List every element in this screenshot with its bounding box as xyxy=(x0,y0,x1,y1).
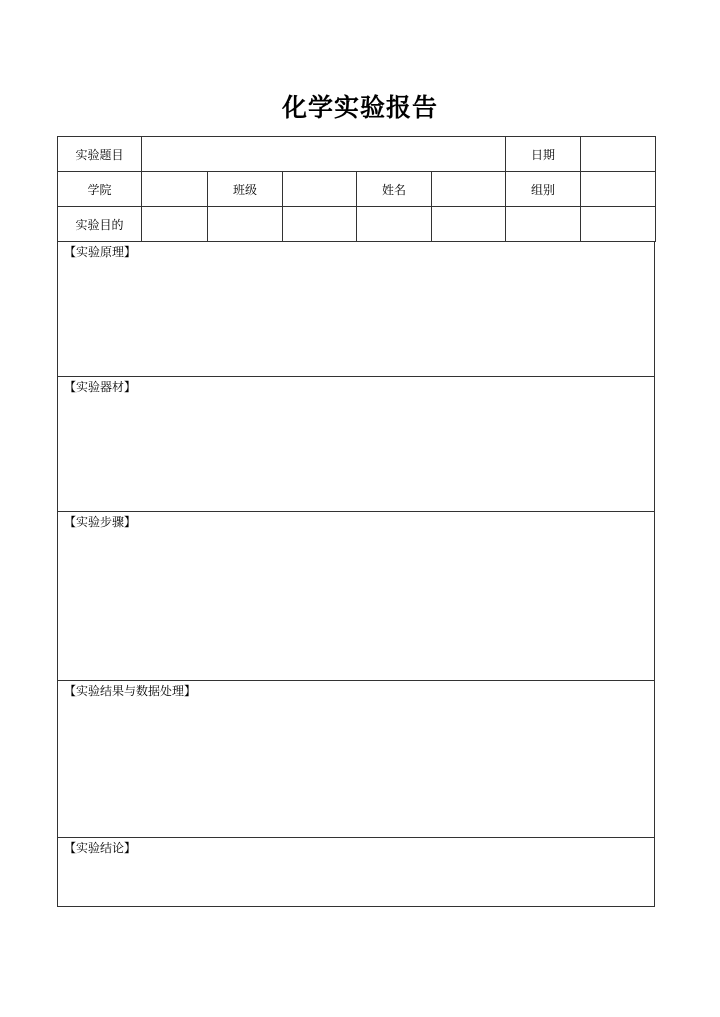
date-label: 日期 xyxy=(506,137,581,172)
purpose-cell-1[interactable] xyxy=(142,207,208,242)
purpose-cell-2[interactable] xyxy=(208,207,283,242)
purpose-label: 实验目的 xyxy=(58,207,142,242)
topic-label: 实验题目 xyxy=(58,137,142,172)
steps-label: 【实验步骤】 xyxy=(64,515,137,529)
purpose-cell-3[interactable] xyxy=(283,207,357,242)
college-field[interactable] xyxy=(142,172,208,207)
group-label: 组别 xyxy=(506,172,581,207)
equipment-label: 【实验器材】 xyxy=(64,380,137,394)
steps-section[interactable] xyxy=(57,511,655,681)
conclusion-section[interactable] xyxy=(57,837,655,907)
purpose-cell-7[interactable] xyxy=(581,207,656,242)
header-table xyxy=(57,136,656,242)
purpose-cell-4[interactable] xyxy=(357,207,432,242)
header-row-topic xyxy=(58,137,656,172)
date-field[interactable] xyxy=(581,137,656,172)
principle-section[interactable] xyxy=(57,241,655,377)
topic-field[interactable] xyxy=(142,137,506,172)
college-label: 学院 xyxy=(58,172,142,207)
group-field[interactable] xyxy=(581,172,656,207)
header-row-purpose xyxy=(58,207,656,242)
results-section[interactable] xyxy=(57,680,655,838)
header-row-info xyxy=(58,172,656,207)
equipment-section[interactable] xyxy=(57,376,655,512)
name-label: 姓名 xyxy=(357,172,432,207)
conclusion-label: 【实验结论】 xyxy=(64,841,137,855)
purpose-cell-6[interactable] xyxy=(506,207,581,242)
class-field[interactable] xyxy=(283,172,357,207)
class-label: 班级 xyxy=(208,172,283,207)
page-title: 化学实验报告 xyxy=(281,93,438,122)
purpose-cell-5[interactable] xyxy=(432,207,506,242)
principle-label: 【实验原理】 xyxy=(64,245,137,259)
name-field[interactable] xyxy=(432,172,506,207)
results-label: 【实验结果与数据处理】 xyxy=(64,684,197,698)
